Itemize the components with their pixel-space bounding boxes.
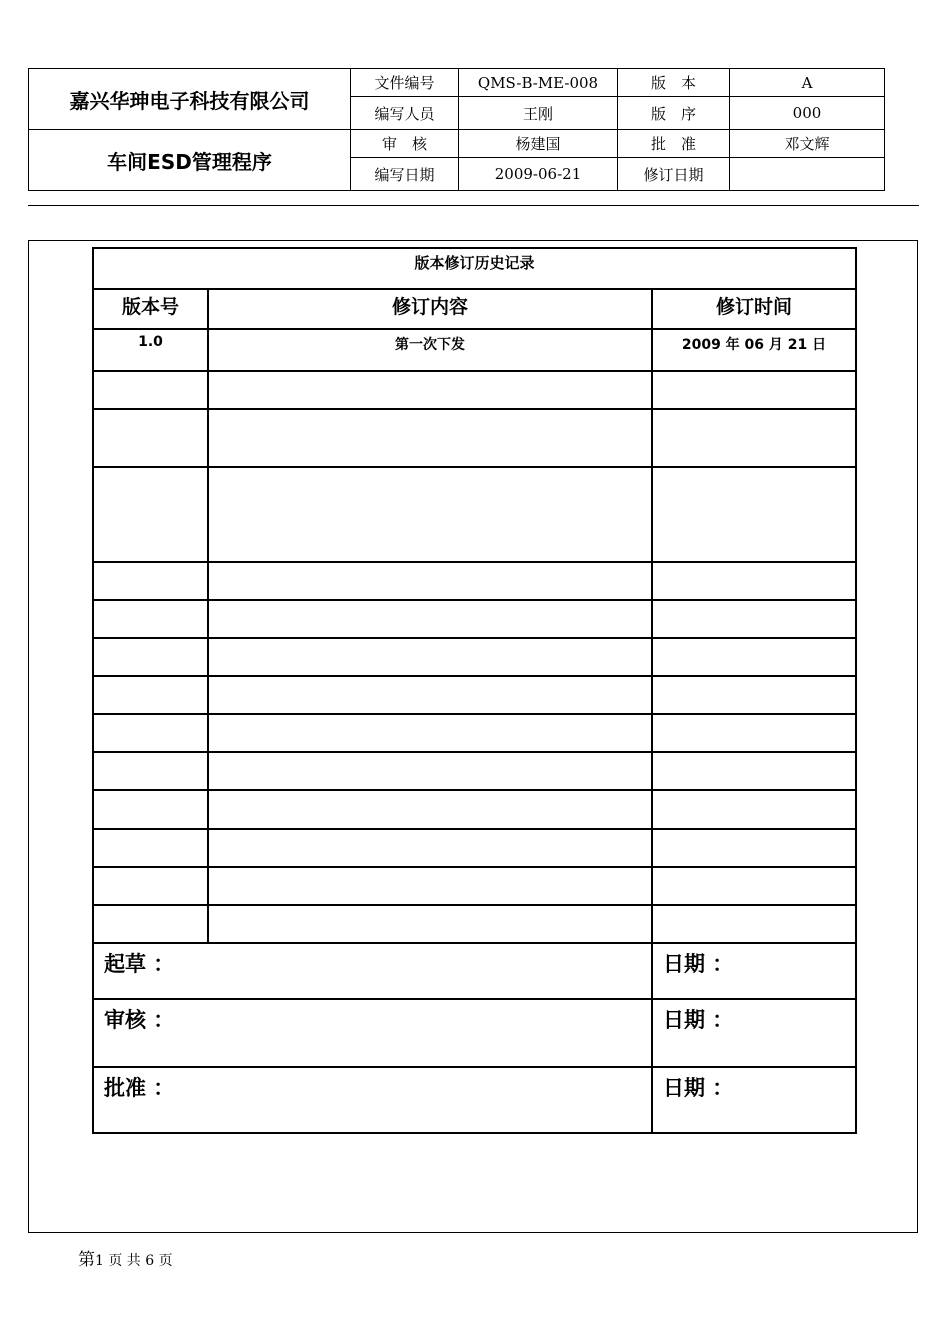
column-header-date: 修订时间: [652, 289, 856, 329]
author-label: 编写人员: [351, 97, 459, 130]
empty-cell: [93, 676, 208, 714]
empty-cell: [652, 714, 856, 752]
approver-value: 邓文辉: [730, 130, 885, 158]
table-row: [93, 409, 856, 467]
table-row: [93, 867, 856, 905]
sequence-label: 版 序: [618, 97, 730, 130]
empty-cell: [652, 467, 856, 562]
empty-cell: [652, 790, 856, 828]
empty-cell: [652, 638, 856, 676]
empty-cell: [652, 371, 856, 409]
approve-date-label: 日期 ：: [652, 1067, 856, 1133]
revise-date-value: [730, 158, 885, 191]
table-row: [93, 329, 856, 371]
footer-lead: 第: [78, 1250, 95, 1270]
revision-version: 1.0: [93, 329, 208, 371]
sequence-value: 000: [730, 97, 885, 130]
revision-history-table: [92, 247, 857, 1134]
empty-cell: [652, 562, 856, 600]
empty-cell: [208, 829, 652, 867]
empty-cell: [93, 867, 208, 905]
file-number-label: 文件编号: [351, 69, 459, 97]
empty-cell: [208, 467, 652, 562]
signoff-row-draft: [93, 943, 856, 999]
table-row: [93, 829, 856, 867]
empty-cell: [652, 829, 856, 867]
empty-cell: [93, 829, 208, 867]
company-name: 嘉兴华珅电子科技有限公司: [29, 69, 351, 130]
table-row: [93, 905, 856, 943]
review-label: 审核 ：: [93, 999, 652, 1067]
write-date-value: 2009-06-21: [459, 158, 618, 191]
empty-cell: [652, 409, 856, 467]
review-date-label: 日期 ：: [652, 999, 856, 1067]
signoff-row-review: [93, 999, 856, 1067]
reviewer-label: 审 核: [351, 130, 459, 158]
empty-cell: [652, 600, 856, 638]
empty-cell: [208, 409, 652, 467]
revision-content: 第一次下发: [208, 329, 652, 371]
page-number: 1 页 共 6 页: [95, 1253, 173, 1269]
table-row: [93, 371, 856, 409]
revision-table-title: 版本修订历史记录: [93, 248, 856, 289]
empty-cell: [93, 562, 208, 600]
empty-cell: [652, 905, 856, 943]
empty-cell: [93, 600, 208, 638]
table-row: [93, 467, 856, 562]
empty-cell: [208, 600, 652, 638]
table-row: [93, 714, 856, 752]
document-title: 车间ESD管理程序: [29, 130, 351, 191]
table-row: [93, 638, 856, 676]
empty-cell: [93, 752, 208, 790]
empty-cell: [208, 676, 652, 714]
revise-date-label: 修订日期: [618, 158, 730, 191]
table-row: [93, 752, 856, 790]
empty-cell: [93, 371, 208, 409]
empty-cell: [93, 790, 208, 828]
table-row: [93, 676, 856, 714]
table-row: [93, 790, 856, 828]
empty-cell: [93, 905, 208, 943]
table-row: [93, 600, 856, 638]
empty-cell: [652, 867, 856, 905]
empty-cell: [208, 905, 652, 943]
file-number-value: QMS-B-ME-008: [459, 69, 618, 97]
header-divider: [28, 205, 919, 206]
document-header-table: [28, 68, 885, 191]
page-footer: [78, 1245, 173, 1270]
empty-cell: [208, 638, 652, 676]
column-header-version: 版本号: [93, 289, 208, 329]
empty-cell: [208, 752, 652, 790]
draft-label: 起草 ：: [93, 943, 652, 999]
signoff-row-approve: [93, 1067, 856, 1133]
version-value: A: [730, 69, 885, 97]
revision-date: 2009 年 06 月 21 日: [652, 329, 856, 371]
approve-label: 批准 ：: [93, 1067, 652, 1133]
reviewer-value: 杨建国: [459, 130, 618, 158]
author-value: 王刚: [459, 97, 618, 130]
empty-cell: [93, 638, 208, 676]
version-label: 版 本: [618, 69, 730, 97]
empty-cell: [93, 467, 208, 562]
empty-cell: [208, 867, 652, 905]
column-header-content: 修订内容: [208, 289, 652, 329]
empty-cell: [652, 752, 856, 790]
empty-cell: [93, 714, 208, 752]
empty-cell: [208, 371, 652, 409]
empty-cell: [208, 790, 652, 828]
approver-label: 批 准: [618, 130, 730, 158]
write-date-label: 编写日期: [351, 158, 459, 191]
empty-cell: [652, 676, 856, 714]
empty-cell: [208, 562, 652, 600]
empty-cell: [208, 714, 652, 752]
table-row: [93, 562, 856, 600]
draft-date-label: 日期 ：: [652, 943, 856, 999]
empty-cell: [93, 409, 208, 467]
